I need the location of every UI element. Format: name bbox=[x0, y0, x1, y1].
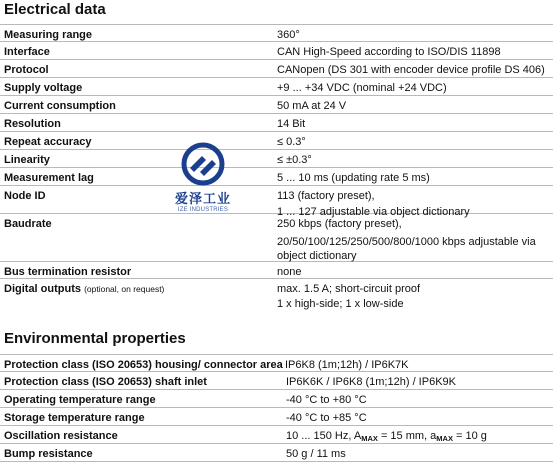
row-value: IP6K8 (1m;12h) / IP6K7K bbox=[285, 359, 409, 371]
table-row bbox=[0, 408, 553, 426]
table-row bbox=[0, 78, 553, 96]
watermark-text: 爱泽工业 bbox=[174, 191, 231, 206]
row-value bbox=[277, 217, 549, 263]
table-row bbox=[0, 42, 553, 60]
table-row bbox=[0, 214, 553, 262]
table-row bbox=[0, 168, 553, 186]
row-value-line: 250 kbps (factory preset), bbox=[277, 218, 402, 230]
value-text: = 15 mm, a bbox=[377, 430, 437, 442]
row-value: none bbox=[277, 266, 302, 278]
table-row bbox=[0, 60, 553, 78]
row-label: Operating temperature range bbox=[4, 394, 156, 406]
row-value: 50 mA at 24 V bbox=[277, 100, 347, 112]
row-label: Resolution bbox=[4, 118, 61, 130]
row-label: Protection class (ISO 20653) housing/ connector area bbox=[4, 359, 283, 371]
row-value: 360° bbox=[277, 29, 300, 41]
row-label bbox=[4, 282, 164, 296]
table-row bbox=[0, 262, 553, 279]
row-label: Linearity bbox=[4, 154, 50, 166]
table-row bbox=[0, 114, 553, 132]
row-label: Node ID bbox=[4, 190, 46, 202]
table-row bbox=[0, 390, 553, 408]
row-label: Oscillation resistance bbox=[4, 430, 118, 442]
row-label: Protocol bbox=[4, 64, 49, 76]
row-label: Measurement lag bbox=[4, 172, 94, 184]
ize-logo-icon bbox=[181, 142, 225, 186]
row-value: -40 °C to +80 °C bbox=[286, 394, 367, 406]
row-label: Supply voltage bbox=[4, 82, 83, 94]
row-label-text: Digital outputs bbox=[4, 283, 81, 295]
row-value bbox=[277, 282, 549, 311]
row-label: Bump resistance bbox=[4, 448, 93, 460]
row-value-line: max. 1.5 A; short-circuit proof bbox=[277, 283, 421, 295]
row-label: Current consumption bbox=[4, 100, 116, 112]
watermark bbox=[168, 142, 238, 213]
row-label-note: (optional, on request) bbox=[84, 284, 165, 294]
row-value: CAN High-Speed according to ISO/DIS 11898 bbox=[277, 46, 501, 58]
row-value-line: 1 x high-side; 1 x low-side bbox=[277, 298, 404, 310]
environmental-properties-title: Environmental properties bbox=[4, 330, 186, 347]
row-value: +9 ... +34 VDC (nominal +24 VDC) bbox=[277, 82, 447, 94]
row-label: Baudrate bbox=[4, 218, 52, 230]
row-value: -40 °C to +85 °C bbox=[286, 412, 367, 424]
table-row bbox=[0, 279, 553, 310]
table-row bbox=[0, 96, 553, 114]
subscript: MAX bbox=[361, 434, 378, 443]
watermark-subtext: IZE INDUSTRIES bbox=[177, 207, 229, 213]
row-value: 50 g / 11 ms bbox=[286, 448, 346, 460]
table-row bbox=[0, 372, 553, 390]
value-text: = 10 g bbox=[452, 430, 487, 442]
table-row bbox=[0, 150, 553, 168]
value-text: 10 ... 150 Hz, A bbox=[286, 430, 362, 442]
table-row bbox=[0, 354, 553, 372]
row-label: Measuring range bbox=[4, 29, 93, 41]
row-value: 14 Bit bbox=[277, 118, 306, 130]
subscript: MAX bbox=[436, 434, 453, 443]
row-value: ≤ ±0.3° bbox=[277, 154, 312, 166]
row-value: 5 ... 10 ms (updating rate 5 ms) bbox=[277, 172, 430, 184]
table-row bbox=[0, 426, 553, 444]
row-value: IP6K6K / IP6K8 (1m;12h) / IP6K9K bbox=[286, 376, 456, 388]
row-label: Storage temperature range bbox=[4, 412, 145, 424]
row-value: ≤ 0.3° bbox=[277, 136, 306, 148]
table-row bbox=[0, 24, 553, 42]
row-label: Interface bbox=[4, 46, 50, 58]
row-value-line: 113 (factory preset), bbox=[277, 190, 375, 202]
row-label: Bus termination resistor bbox=[4, 266, 132, 278]
row-label: Repeat accuracy bbox=[4, 136, 92, 148]
row-label: Protection class (ISO 20653) shaft inlet bbox=[4, 376, 207, 388]
table-row bbox=[0, 132, 553, 150]
table-row bbox=[0, 444, 553, 462]
electrical-data-title: Electrical data bbox=[4, 1, 106, 18]
table-row bbox=[0, 186, 553, 218]
row-value-line: 1 ... 127 adjustable via object dictionary bbox=[277, 206, 470, 218]
row-value-line: 20/50/100/125/250/500/800/1000 kbps adjustable via object dictionary bbox=[277, 236, 536, 262]
row-value: CANopen (DS 301 with encoder device profile DS 406) bbox=[277, 64, 545, 76]
